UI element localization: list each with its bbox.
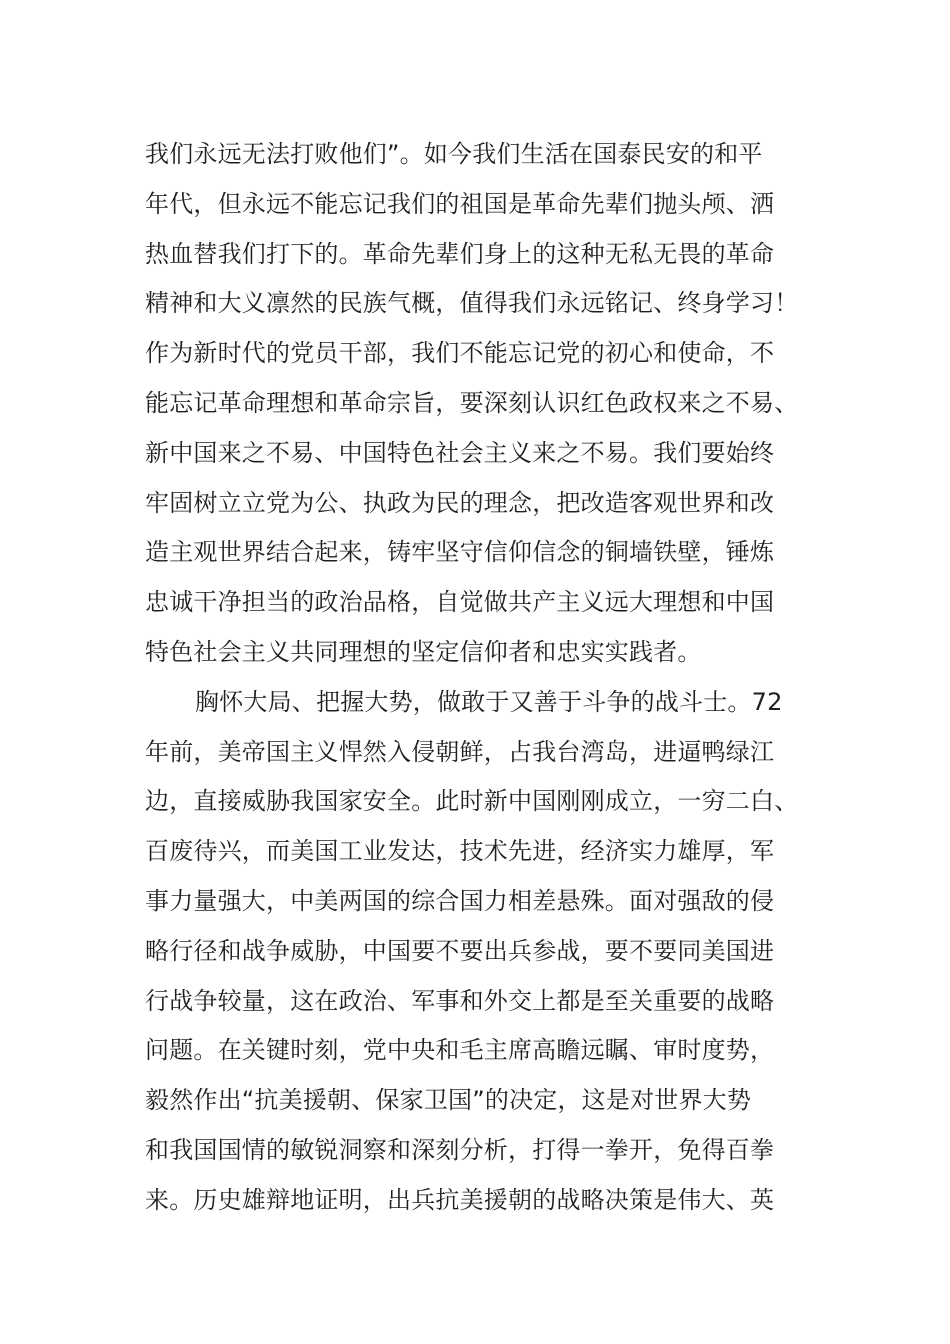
text-line: 新中国来之不易、中国特色社会主义来之不易。我们要始终 xyxy=(145,438,775,467)
text-line: 能忘记革命理想和革命宗旨，要深刻认识红色政权来之不易、 xyxy=(145,388,799,417)
text-line: 特色社会主义共同理想的坚定信仰者和忠实实践者。 xyxy=(145,637,702,666)
paragraph-first-line: 胸怀大局、把握大势，做敢于又善于斗争的战斗士。72 xyxy=(195,687,783,716)
text-line: 造主观世界结合起来，铸牢坚守信仰信念的铜墙铁壁，锤炼 xyxy=(145,538,775,567)
text-line: 事力量强大，中美两国的综合国力相差悬殊。面对强敌的侵 xyxy=(145,886,775,915)
text-line: 我们永远无法打败他们”。如今我们生活在国泰民安的和平 xyxy=(145,140,763,168)
text-line: 牢固树立立党为公、执政为民的理念，把改造客观世界和改 xyxy=(145,488,775,517)
text-line: 略行径和战争威胁，中国要不要出兵参战，要不要同美国进 xyxy=(145,936,775,965)
text-line: 年前，美帝国主义悍然入侵朝鲜，占我台湾岛，进逼鸭绿江 xyxy=(145,737,775,766)
text-line: 来。历史雄辩地证明，出兵抗美援朝的战略决策是伟大、英 xyxy=(145,1185,775,1214)
text-line: 热血替我们打下的。革命先辈们身上的这种无私无畏的革命 xyxy=(145,239,775,268)
text-line: 毅然作出“抗美援朝、保家卫国”的决定，这是对世界大势 xyxy=(145,1086,752,1115)
text-line: 精神和大义凛然的民族气概，值得我们永远铭记、终身学习！ xyxy=(145,289,799,318)
text-line: 问题。在关键时刻，党中央和毛主席高瞻远瞩、审时度势， xyxy=(145,1036,775,1065)
text-line: 忠诚干净担当的政治品格，自觉做共产主义远大理想和中国 xyxy=(145,588,775,617)
text-line: 百废待兴，而美国工业发达，技术先进，经济实力雄厚，军 xyxy=(145,837,775,866)
text-line: 边，直接威胁我国家安全。此时新中国刚刚成立，一穷二白、 xyxy=(145,787,799,816)
text-line: 行战争较量，这在政治、军事和外交上都是至关重要的战略 xyxy=(145,986,775,1015)
body-text xyxy=(145,130,825,1226)
text-line: 作为新时代的党员干部，我们不能忘记党的初心和使命，不 xyxy=(145,339,775,368)
text-line: 年代，但永远不能忘记我们的祖国是革命先辈们抛头颅、洒 xyxy=(145,189,775,218)
text-line: 和我国国情的敏锐洞察和深刻分析，打得一拳开，免得百拳 xyxy=(145,1135,775,1164)
